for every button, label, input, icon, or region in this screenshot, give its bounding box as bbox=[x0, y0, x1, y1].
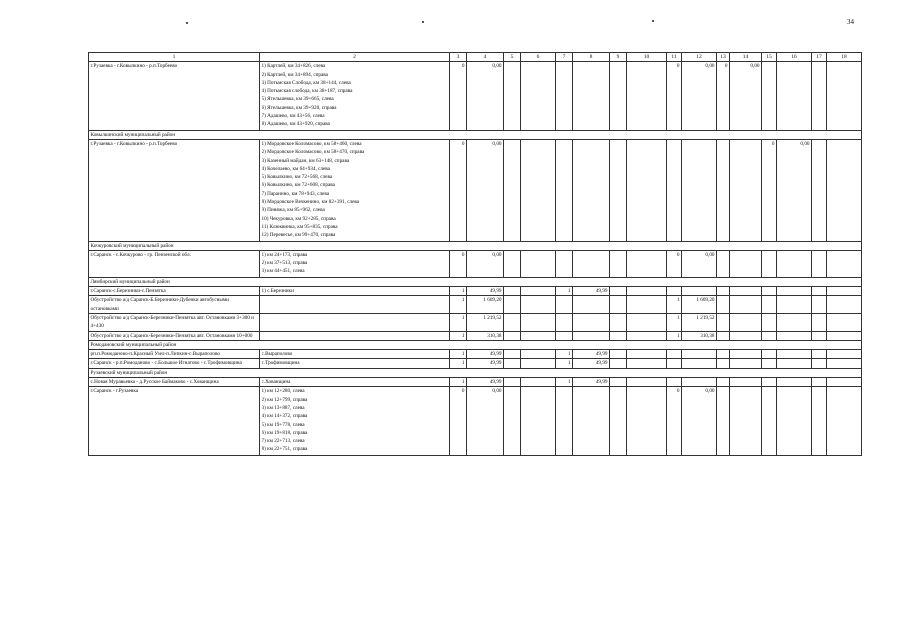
value-cell-10 bbox=[627, 378, 667, 387]
value-cell-11: 0 bbox=[667, 387, 682, 455]
value-cell-17 bbox=[812, 359, 827, 368]
road-name-cell: г.Рузаевка - г.Ковылкино - р.п.Торбеево bbox=[89, 62, 260, 130]
value-cell-11 bbox=[667, 378, 682, 387]
table-row bbox=[89, 296, 862, 314]
road-name-cell: с.Новая Муравьевка - д.Русское Баймаково - с.Хованщина bbox=[89, 378, 260, 387]
value-cell-4: 1 609,20 bbox=[467, 296, 504, 314]
section-label: Кочкуровский муниципальный район bbox=[89, 241, 862, 250]
column-number-3: 3 bbox=[450, 53, 467, 62]
value-cell-6 bbox=[521, 287, 556, 296]
value-cell-10 bbox=[627, 287, 667, 296]
stop-item: 6) км 19+818, справа bbox=[261, 429, 308, 436]
stop-item: 7) Адашево, км 43+56, слева bbox=[261, 113, 325, 120]
value-cell-5 bbox=[504, 139, 521, 241]
column-number-10: 10 bbox=[627, 53, 667, 62]
value-cell-10 bbox=[627, 250, 667, 277]
value-cell-4: 49,99 bbox=[467, 350, 504, 359]
value-cell-3: 1 bbox=[450, 378, 467, 387]
column-number-18: 18 bbox=[827, 53, 862, 62]
stops-cell bbox=[260, 350, 450, 359]
value-cell-9 bbox=[610, 250, 627, 277]
value-cell-7 bbox=[556, 139, 573, 241]
value-cell-3: 1 bbox=[450, 313, 467, 331]
stop-item: 4) км 14+372, справа bbox=[261, 413, 308, 420]
column-number-13: 13 bbox=[717, 53, 730, 62]
stop-item: 8) км 22+751, справа bbox=[261, 446, 308, 453]
value-cell-17 bbox=[812, 287, 827, 296]
value-cell-3: 0 bbox=[450, 387, 467, 455]
stop-item: 8) Мордовское Вечкенино, км 82+391, слева bbox=[261, 199, 360, 206]
value-cell-11: 0 bbox=[667, 62, 682, 130]
value-cell-16: 0,00 bbox=[777, 139, 812, 241]
value-cell-3: 1 bbox=[450, 350, 467, 359]
stop-item: 3) км 44+451, слева bbox=[261, 268, 305, 275]
value-cell-3: 1 bbox=[450, 287, 467, 296]
stop-item: 7) Паранино, км 78+943, слева bbox=[261, 190, 330, 197]
value-cell-16 bbox=[777, 287, 812, 296]
table-row bbox=[89, 250, 862, 277]
column-number-17: 17 bbox=[812, 53, 827, 62]
stop-item: 2) км 37+513, справа bbox=[261, 260, 308, 267]
column-number-11: 11 bbox=[667, 53, 682, 62]
value-cell-8 bbox=[573, 139, 610, 241]
value-cell-13 bbox=[717, 350, 730, 359]
value-cell-8 bbox=[573, 296, 610, 314]
value-cell-9 bbox=[610, 139, 627, 241]
value-cell-4: 49,99 bbox=[467, 378, 504, 387]
value-cell-13 bbox=[717, 359, 730, 368]
value-cell-18 bbox=[827, 350, 862, 359]
stop-item: 12) Перевесье, км 99+470, справа bbox=[261, 232, 336, 239]
value-cell-18 bbox=[827, 331, 862, 340]
value-cell-5 bbox=[504, 350, 521, 359]
stop-item: 3) км 13+887, слева bbox=[261, 404, 305, 411]
value-cell-11: 1 bbox=[667, 331, 682, 340]
value-cell-12 bbox=[682, 378, 717, 387]
value-cell-5 bbox=[504, 359, 521, 368]
stop-item: с.Хованщина bbox=[261, 379, 291, 386]
stop-item: 2) км 12+799, справа bbox=[261, 396, 308, 403]
section-label: Ромодановский муниципальный район bbox=[89, 340, 862, 349]
stop-item: 5) Ковылкино, км 72+568, слева bbox=[261, 174, 333, 181]
value-cell-3: 1 bbox=[450, 331, 467, 340]
value-cell-7 bbox=[556, 62, 573, 130]
table-row bbox=[89, 139, 862, 241]
value-cell-7: 1 bbox=[556, 287, 573, 296]
value-cell-18 bbox=[827, 287, 862, 296]
stops-cell bbox=[260, 387, 450, 455]
value-cell-18 bbox=[827, 296, 862, 314]
value-cell-14 bbox=[730, 296, 762, 314]
value-cell-11 bbox=[667, 287, 682, 296]
stops-cell bbox=[260, 378, 450, 387]
section-row bbox=[89, 368, 862, 377]
value-cell-13 bbox=[717, 250, 730, 277]
stop-item: 11) Клюквинка, км 95+835, справа bbox=[261, 223, 338, 230]
section-label: Ковылкинский муниципальный район bbox=[89, 130, 862, 139]
value-cell-9 bbox=[610, 350, 627, 359]
value-cell-12: 0,00 bbox=[682, 387, 717, 455]
value-cell-4: 0,00 bbox=[467, 62, 504, 130]
value-cell-5 bbox=[504, 250, 521, 277]
value-cell-15 bbox=[762, 331, 777, 340]
column-number-8: 8 bbox=[573, 53, 610, 62]
value-cell-15 bbox=[762, 359, 777, 368]
value-cell-16 bbox=[777, 387, 812, 455]
road-name-cell: Обустройство а/д Саранск-Б.Березники-Дубенки автобусными остановками bbox=[89, 296, 260, 314]
stop-item: с.Трофимовщина bbox=[261, 360, 300, 367]
value-cell-11 bbox=[667, 139, 682, 241]
road-name-cell: г.Саранск - р.п.Ромоданово - с.Большое Игнатово - с.Трофимовщина bbox=[89, 359, 260, 368]
value-cell-13 bbox=[717, 296, 730, 314]
value-cell-7 bbox=[556, 296, 573, 314]
column-number-14: 14 bbox=[730, 53, 762, 62]
value-cell-6 bbox=[521, 378, 556, 387]
value-cell-15 bbox=[762, 62, 777, 130]
stop-item: 8) Адашево, км 43+920, справа bbox=[261, 121, 330, 128]
table-row bbox=[89, 331, 862, 340]
value-cell-9 bbox=[610, 313, 627, 331]
value-cell-13 bbox=[717, 387, 730, 455]
value-cell-7 bbox=[556, 331, 573, 340]
value-cell-3: 1 bbox=[450, 296, 467, 314]
value-cell-17 bbox=[812, 62, 827, 130]
report-table bbox=[88, 52, 862, 456]
value-cell-4: 0,00 bbox=[467, 139, 504, 241]
value-cell-12: 1 219,52 bbox=[682, 313, 717, 331]
value-cell-9 bbox=[610, 331, 627, 340]
value-cell-5 bbox=[504, 387, 521, 455]
value-cell-9 bbox=[610, 387, 627, 455]
value-cell-9 bbox=[610, 378, 627, 387]
value-cell-18 bbox=[827, 139, 862, 241]
column-number-6: 6 bbox=[521, 53, 556, 62]
value-cell-3: 0 bbox=[450, 139, 467, 241]
value-cell-6 bbox=[521, 387, 556, 455]
value-cell-8: 49,99 bbox=[573, 350, 610, 359]
value-cell-15 bbox=[762, 313, 777, 331]
value-cell-5 bbox=[504, 378, 521, 387]
scan-speck bbox=[422, 21, 424, 23]
value-cell-4: 0,00 bbox=[467, 387, 504, 455]
stop-item: с.Выраполово bbox=[261, 351, 293, 358]
value-cell-18 bbox=[827, 313, 862, 331]
value-cell-6 bbox=[521, 313, 556, 331]
value-cell-5 bbox=[504, 313, 521, 331]
value-cell-12 bbox=[682, 350, 717, 359]
value-cell-18 bbox=[827, 387, 862, 455]
value-cell-16 bbox=[777, 62, 812, 130]
value-cell-8: 49,99 bbox=[573, 378, 610, 387]
section-row bbox=[89, 340, 862, 349]
value-cell-10 bbox=[627, 139, 667, 241]
value-cell-15 bbox=[762, 296, 777, 314]
value-cell-5 bbox=[504, 331, 521, 340]
stop-item: 4) Потьмская слобода, км 38+187, справа bbox=[261, 88, 353, 95]
value-cell-13 bbox=[717, 139, 730, 241]
value-cell-15 bbox=[762, 287, 777, 296]
value-cell-14 bbox=[730, 313, 762, 331]
stop-item: 1) Мордовское Коломасово, км 58+460, слева bbox=[261, 140, 362, 147]
value-cell-8 bbox=[573, 313, 610, 331]
stop-item: 7) км 22+713, слева bbox=[261, 438, 305, 445]
value-cell-4: 1 219,52 bbox=[467, 313, 504, 331]
section-row bbox=[89, 277, 862, 286]
table-row bbox=[89, 287, 862, 296]
stops-cell bbox=[260, 287, 450, 296]
value-cell-11 bbox=[667, 359, 682, 368]
stops-cell bbox=[260, 250, 450, 277]
value-cell-12: 0,00 bbox=[682, 250, 717, 277]
value-cell-17 bbox=[812, 139, 827, 241]
road-name-cell: г.Рузаевка - г.Ковылкино - р.п.Торбеево bbox=[89, 139, 260, 241]
value-cell-17 bbox=[812, 296, 827, 314]
value-cell-4: 310,38 bbox=[467, 331, 504, 340]
value-cell-6 bbox=[521, 250, 556, 277]
value-cell-4: 0,00 bbox=[467, 250, 504, 277]
value-cell-5 bbox=[504, 296, 521, 314]
scan-speck bbox=[186, 22, 188, 24]
value-cell-12 bbox=[682, 139, 717, 241]
column-number-1: 1 bbox=[89, 53, 260, 62]
column-number-16: 16 bbox=[777, 53, 812, 62]
column-number-2: 2 bbox=[260, 53, 450, 62]
value-cell-17 bbox=[812, 387, 827, 455]
value-cell-11: 1 bbox=[667, 313, 682, 331]
value-cell-8 bbox=[573, 250, 610, 277]
value-cell-16 bbox=[777, 359, 812, 368]
value-cell-10 bbox=[627, 359, 667, 368]
stop-item: 5) Ятельшевка, км 39+665, слева bbox=[261, 96, 334, 103]
value-cell-17 bbox=[812, 350, 827, 359]
value-cell-16 bbox=[777, 331, 812, 340]
value-cell-12: 1 609,20 bbox=[682, 296, 717, 314]
value-cell-6 bbox=[521, 350, 556, 359]
stop-item: 6) Ятельшевка, км 39+920, справа bbox=[261, 104, 337, 111]
stop-item: 1) км 12+280, слева bbox=[261, 388, 305, 395]
value-cell-13 bbox=[717, 287, 730, 296]
table-row bbox=[89, 350, 862, 359]
road-name-cell: г.Саранск - с.Кочкурово - гр. Пензенской обл. bbox=[89, 250, 260, 277]
value-cell-15 bbox=[762, 378, 777, 387]
value-cell-6 bbox=[521, 331, 556, 340]
value-cell-6 bbox=[521, 296, 556, 314]
stops-cell bbox=[260, 62, 450, 130]
stop-item: 3) Потьмская Слобода, км 38+144, слева bbox=[261, 79, 351, 86]
value-cell-15 bbox=[762, 350, 777, 359]
value-cell-3: 0 bbox=[450, 62, 467, 130]
value-cell-15: 0 bbox=[762, 139, 777, 241]
road-name-cell: г.Саранск - г.Рузаевка bbox=[89, 387, 260, 455]
value-cell-8: 49,99 bbox=[573, 359, 610, 368]
value-cell-11: 0 bbox=[667, 250, 682, 277]
value-cell-17 bbox=[812, 313, 827, 331]
value-cell-14 bbox=[730, 350, 762, 359]
value-cell-14 bbox=[730, 387, 762, 455]
value-cell-14 bbox=[730, 287, 762, 296]
value-cell-16 bbox=[777, 296, 812, 314]
value-cell-7: 1 bbox=[556, 359, 573, 368]
value-cell-6 bbox=[521, 359, 556, 368]
value-cell-12 bbox=[682, 287, 717, 296]
stop-item: 1) км 24+173, справа bbox=[261, 251, 308, 258]
value-cell-7 bbox=[556, 387, 573, 455]
stops-cell bbox=[260, 359, 450, 368]
section-row bbox=[89, 241, 862, 250]
value-cell-6 bbox=[521, 62, 556, 130]
value-cell-9 bbox=[610, 287, 627, 296]
stop-item: 2) Мордовское Коломасово, км 58+470, справа bbox=[261, 149, 365, 156]
value-cell-15 bbox=[762, 387, 777, 455]
road-name-cell: Обустройство а/д Саранск-Березники-Пензятка авт. Остановками 10+000 bbox=[89, 331, 260, 340]
value-cell-10 bbox=[627, 331, 667, 340]
value-cell-10 bbox=[627, 62, 667, 130]
value-cell-14: 0,00 bbox=[730, 62, 762, 130]
section-row bbox=[89, 130, 862, 139]
value-cell-18 bbox=[827, 250, 862, 277]
stop-item: 6) Ковылкино, км 72+608, справа bbox=[261, 182, 335, 189]
value-cell-11: 1 bbox=[667, 296, 682, 314]
value-cell-8 bbox=[573, 387, 610, 455]
value-cell-13 bbox=[717, 378, 730, 387]
value-cell-14 bbox=[730, 331, 762, 340]
value-cell-12: 310,38 bbox=[682, 331, 717, 340]
value-cell-8 bbox=[573, 62, 610, 130]
value-cell-14 bbox=[730, 359, 762, 368]
table-body bbox=[89, 53, 862, 456]
value-cell-12 bbox=[682, 359, 717, 368]
section-label: Лямбирский муниципальный район bbox=[89, 277, 862, 286]
value-cell-13 bbox=[717, 313, 730, 331]
value-cell-13: 0 bbox=[717, 62, 730, 130]
value-cell-12: 0,00 bbox=[682, 62, 717, 130]
value-cell-7 bbox=[556, 250, 573, 277]
value-cell-7: 1 bbox=[556, 350, 573, 359]
value-cell-7 bbox=[556, 313, 573, 331]
value-cell-18 bbox=[827, 378, 862, 387]
column-number-7: 7 bbox=[556, 53, 573, 62]
value-cell-17 bbox=[812, 331, 827, 340]
value-cell-13 bbox=[717, 331, 730, 340]
value-cell-9 bbox=[610, 359, 627, 368]
value-cell-16 bbox=[777, 250, 812, 277]
value-cell-4: 49,99 bbox=[467, 359, 504, 368]
value-cell-8 bbox=[573, 331, 610, 340]
table-row bbox=[89, 359, 862, 368]
value-cell-5 bbox=[504, 62, 521, 130]
value-cell-8: 49,99 bbox=[573, 287, 610, 296]
stop-item: 10) Чекуровка, км 92+285, справа bbox=[261, 215, 336, 222]
table-row bbox=[89, 387, 862, 455]
stop-item: 1) с.Березники bbox=[261, 288, 294, 295]
column-number-12: 12 bbox=[682, 53, 717, 62]
value-cell-18 bbox=[827, 359, 862, 368]
road-name-cell: рп.п.Ромоданово-п.Красный Узел-п.Липкин-с.Выраполово bbox=[89, 350, 260, 359]
table-row bbox=[89, 378, 862, 387]
stop-item: 4) Кочелаево, км 64+934, слева bbox=[261, 165, 330, 172]
value-cell-16 bbox=[777, 313, 812, 331]
column-number-9: 9 bbox=[610, 53, 627, 62]
value-cell-5 bbox=[504, 287, 521, 296]
section-label: Рузаевский муниципальный район bbox=[89, 368, 862, 377]
table-row bbox=[89, 62, 862, 130]
value-cell-10 bbox=[627, 350, 667, 359]
column-number-5: 5 bbox=[504, 53, 521, 62]
value-cell-18 bbox=[827, 62, 862, 130]
value-cell-10 bbox=[627, 296, 667, 314]
stop-item: 9) Пиняжа, км 85+962, слева bbox=[261, 207, 325, 214]
value-cell-4: 49,99 bbox=[467, 287, 504, 296]
road-name-cell: г.Саранск-с.Березники-с.Пензятка bbox=[89, 287, 260, 296]
page-number: 34 bbox=[847, 18, 854, 26]
stops-cell bbox=[260, 313, 450, 331]
stop-item: 3) Казенный майдан, км 63+148, справа bbox=[261, 157, 350, 164]
value-cell-14 bbox=[730, 378, 762, 387]
column-number-row bbox=[89, 53, 862, 62]
value-cell-16 bbox=[777, 378, 812, 387]
column-number-15: 15 bbox=[762, 53, 777, 62]
value-cell-9 bbox=[610, 296, 627, 314]
value-cell-16 bbox=[777, 350, 812, 359]
value-cell-11 bbox=[667, 350, 682, 359]
scan-speck bbox=[652, 20, 654, 22]
column-number-4: 4 bbox=[467, 53, 504, 62]
stop-item: 5) км 19+778, слева bbox=[261, 421, 305, 428]
value-cell-10 bbox=[627, 387, 667, 455]
value-cell-9 bbox=[610, 62, 627, 130]
value-cell-15 bbox=[762, 250, 777, 277]
road-name-cell: Обустройство а/д Саранск-Березники-Пензятка авт. Остановками 3+300 и 4+430 bbox=[89, 313, 260, 331]
value-cell-6 bbox=[521, 139, 556, 241]
stops-cell bbox=[260, 331, 450, 340]
value-cell-14 bbox=[730, 250, 762, 277]
stop-item: 2) Картлей, км 34+894, справа bbox=[261, 71, 328, 78]
stops-cell bbox=[260, 296, 450, 314]
value-cell-3: 0 bbox=[450, 250, 467, 277]
value-cell-17 bbox=[812, 378, 827, 387]
value-cell-3: 1 bbox=[450, 359, 467, 368]
value-cell-7: 1 bbox=[556, 378, 573, 387]
value-cell-14 bbox=[730, 139, 762, 241]
stop-item: 1) Картлей, км 34+826, слева bbox=[261, 63, 326, 70]
table-row bbox=[89, 313, 862, 331]
stops-cell bbox=[260, 139, 450, 241]
value-cell-17 bbox=[812, 250, 827, 277]
value-cell-10 bbox=[627, 313, 667, 331]
